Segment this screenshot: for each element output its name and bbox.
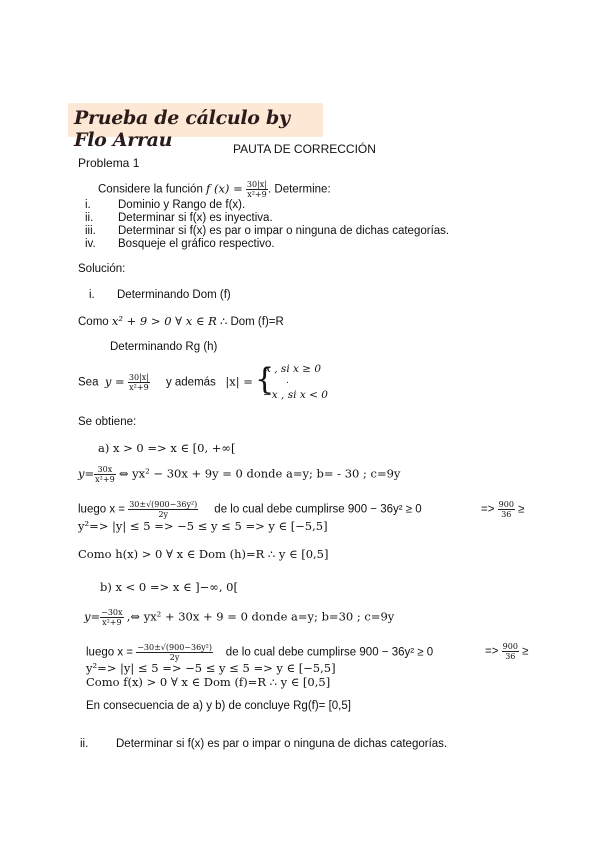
- luego-b-condition: de lo cual debe cumplirse 900 − 36y² ≥ 0: [225, 646, 434, 659]
- eq-a-denominator: x²+9: [95, 475, 115, 484]
- task-text: Dominio y Rango de f(x).: [118, 199, 246, 211]
- luego-b-ratio-num: 900: [502, 642, 518, 651]
- brace-symbol: {: [255, 362, 275, 397]
- eq-a-numerator: 30x: [94, 465, 116, 475]
- luego-b-text: luego x =: [86, 646, 133, 659]
- conclusion: En consecuencia de a) y b) de concluye Rg(f)= [0,5]: [86, 700, 351, 712]
- luego-b-fraction: [136, 643, 213, 662]
- problem-statement: [98, 180, 331, 199]
- luego-a-implies: [481, 500, 524, 519]
- luego-a-arrow: =>: [481, 503, 495, 516]
- case-b-title: b) x < 0 => x ∈ ]−∞, 0[: [100, 580, 238, 594]
- range-b: Como f(x) > 0 ∀ x ∈ Dom (f)=R ∴ y ∈ [0,5]: [86, 675, 331, 689]
- task-number: i.: [85, 199, 91, 211]
- luego-a-text: luego x =: [78, 503, 125, 516]
- task-text: Determinar si f(x) es par o impar o ninguna de dichas categorías.: [118, 225, 450, 237]
- luego-a-geq: ≥: [518, 503, 525, 516]
- sea-text: Sea: [78, 376, 99, 389]
- task-text: Determinar si f(x) es inyectiva.: [118, 212, 273, 224]
- luego-a-condition: de lo cual debe cumplirse 900 − 36y² ≥ 0: [214, 503, 422, 516]
- luego-b-ratio: [502, 642, 519, 661]
- equation-b: [84, 608, 394, 627]
- problem-label: Problema 1: [78, 156, 140, 170]
- task-text: Bosqueje el gráfico respectivo.: [118, 238, 275, 250]
- eq-b-rest: ,⇔ yx² + 30x + 9 = 0 donde a=y; b=30 ; c=9y: [126, 609, 395, 624]
- solution-label: Solución:: [78, 263, 126, 275]
- case-positive: x , si x ≥ 0: [265, 363, 322, 375]
- intro-denominator: x²+9: [247, 190, 267, 199]
- luego-b-numerator: −30±√(900−36y²): [137, 643, 213, 652]
- eq-a-rest: ⇔ yx² − 30x + 9y = 0 donde a=y; b= - 30 ; c=9y: [118, 466, 401, 481]
- abs-x: |x| =: [225, 374, 253, 389]
- luego-a-line: [78, 500, 422, 519]
- step-ii-number: ii.: [80, 738, 89, 750]
- task-list: [85, 199, 449, 251]
- luego-b-line: [86, 643, 433, 662]
- luego-b-denominator: 2y: [169, 653, 180, 662]
- luego-a-denominator: 2y: [158, 510, 169, 519]
- eq-a-fraction: [94, 465, 116, 484]
- luego-b-geq: ≥: [522, 645, 529, 658]
- case-a-title: a) x > 0 => x ∈ [0, +∞[: [98, 441, 236, 455]
- task-number: iii.: [85, 225, 96, 237]
- step-ii-title: Determinar si f(x) es par o impar o ninguna de dichas categorías.: [116, 738, 448, 750]
- case-negative: −x , si x < 0: [263, 389, 328, 401]
- domain-line: [78, 314, 284, 328]
- intro-text: Considere la función: [98, 183, 203, 196]
- luego-a-fraction: [128, 500, 198, 519]
- task-number: ii.: [85, 212, 94, 224]
- sea-numerator: 30|x|: [128, 373, 149, 382]
- como-text: Como: [78, 316, 109, 328]
- domain-condition: x² + 9 > 0 ∀ x ∈ R: [111, 314, 217, 328]
- intro-fraction: [246, 180, 268, 199]
- eq-b-numerator: −30x: [101, 608, 123, 617]
- intro-numerator: 30|x|: [246, 180, 268, 189]
- luego-b-ratio-den: 36: [505, 652, 516, 661]
- luego-a-ratio-den: 36: [501, 510, 512, 519]
- case-dot: .: [286, 375, 289, 386]
- equation-a: [78, 465, 400, 484]
- sea-y: y =: [104, 374, 125, 389]
- sea-denominator: x²+9: [129, 383, 149, 392]
- luego-a-ratio: [498, 500, 515, 519]
- title-highlight: [68, 103, 323, 151]
- range-a: Como h(x) > 0 ∀ x ∈ Dom (h)=R ∴ y ∈ [0,5]: [78, 547, 329, 561]
- domain-result: ∴ Dom (f)=R: [219, 316, 284, 328]
- heading: PAUTA DE CORRECCIÓN: [233, 142, 376, 156]
- ylimit-a: y²=> |y| ≤ 5 => −5 ≤ y ≤ 5 => y ∈ [−5,5]: [78, 519, 328, 533]
- intro-function: f (x) =: [206, 181, 243, 196]
- luego-b-arrow: =>: [485, 645, 499, 658]
- sea-line: [78, 373, 253, 392]
- task-number: iv.: [85, 238, 96, 250]
- luego-b-implies: [485, 642, 528, 661]
- range-title: Determinando Rg (h): [110, 341, 218, 353]
- eq-b-fraction: [100, 608, 123, 627]
- eq-b-denominator: x²+9: [102, 618, 122, 627]
- eq-a-y: y=: [78, 466, 95, 481]
- eq-b-y: y=: [84, 609, 101, 624]
- ylimit-b: y²=> |y| ≤ 5 => −5 ≤ y ≤ 5 => y ∈ [−5,5]: [86, 661, 336, 675]
- document-title: Prueba de cálculo by Flo Arrau: [74, 107, 290, 151]
- obtiene-label: Se obtiene:: [78, 416, 137, 428]
- intro-determine: . Determine:: [268, 183, 331, 196]
- luego-a-numerator: 30±√(900−36y²): [129, 500, 198, 509]
- step-i-number: i.: [89, 289, 95, 301]
- sea-fraction: [128, 373, 150, 392]
- step-i-title: Determinando Dom (f): [117, 289, 231, 301]
- ademas-text: y además: [165, 376, 216, 389]
- luego-a-ratio-num: 900: [498, 500, 514, 509]
